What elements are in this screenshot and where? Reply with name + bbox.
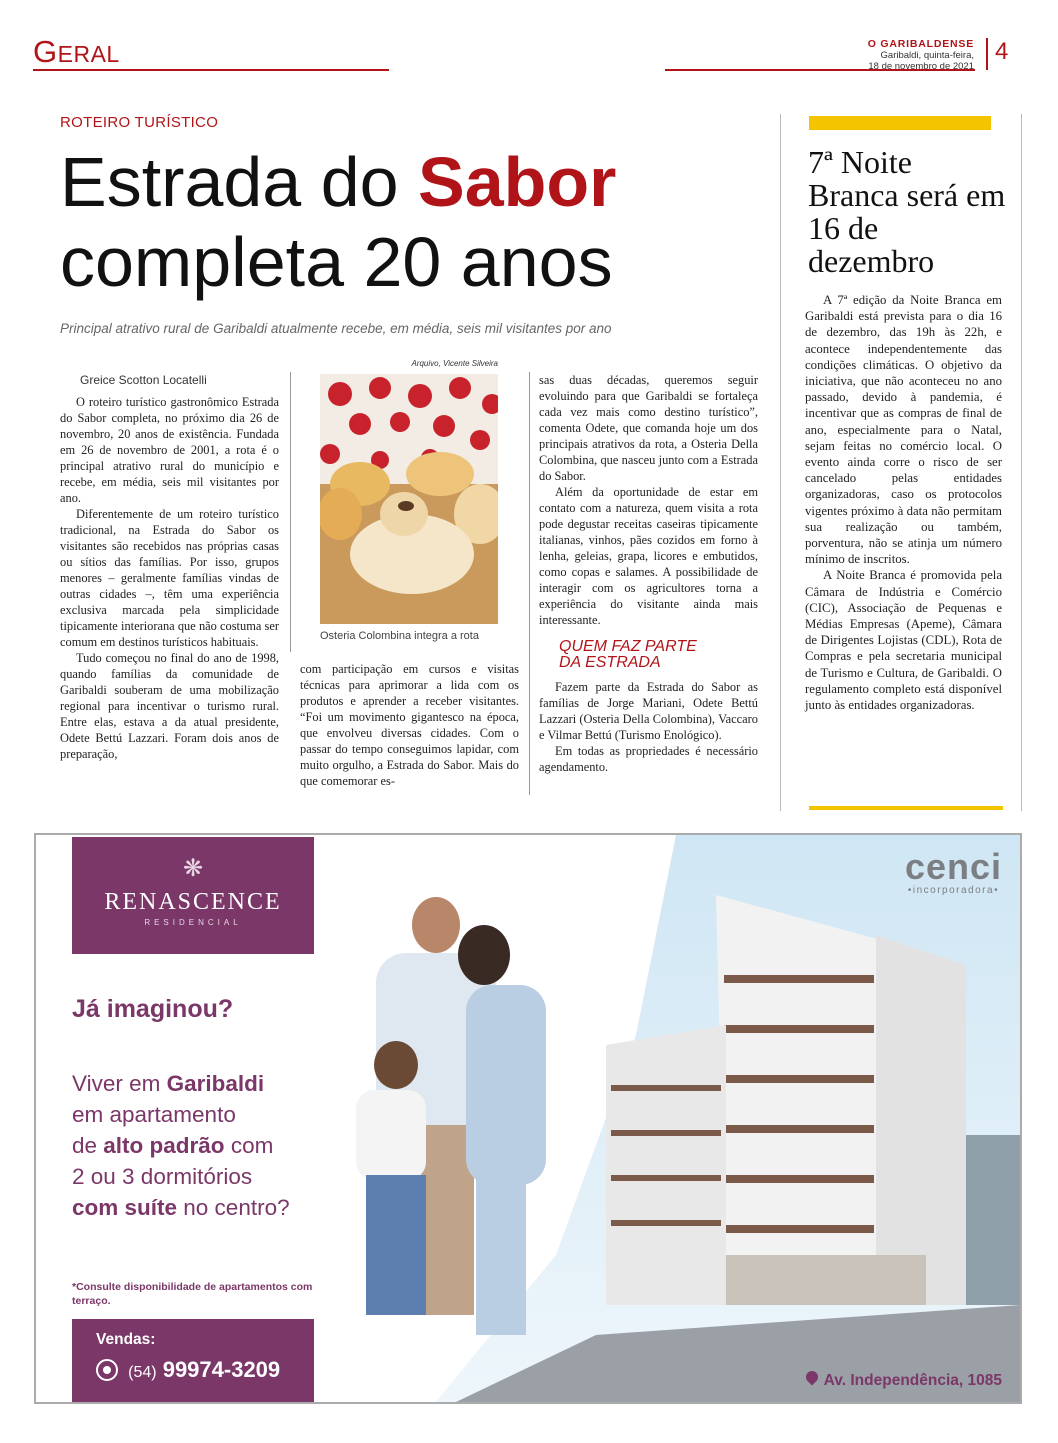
section-title: GERAL [33,34,120,69]
ad-body-text: Viver em Garibaldi em apartamento de alto padrão com 2 ou 3 dormitórios com suíte no centro? [72,1071,290,1220]
article-headline: Estrada do Sabor completa 20 anos [60,143,617,301]
page-number-separator [986,38,988,70]
ad-question: Já imaginou? [72,995,234,1023]
article-column-1 [60,372,279,762]
sidebar-paragraph: A 7ª edição da Noite Branca em Garibaldi está prevista para o dia 16 de dezembro, das 19h às 22h, e acontece independentemente das condições climáticas. O objetivo da iniciativa, que não aconteceu no ano passado, devido à pandemia, é incentivar que as compras de final de ano, especialmente para o Natal, sejam feitas no comércio local. O evento ainda corre o risco de ser cancelado pelas entidades organizadoras, caso os protocolos vigentes próximo à data não permitam sua realização ou também, porventura, não se atinja um número mínimo de inscritos. [805,293,1002,567]
edition-place: Garibaldi, quinta-feira, [880,50,974,61]
sidebar-accent-bar-bottom [809,806,1003,810]
article-paragraph: O roteiro turístico gastronômico Estrada do Sabor completa, no próximo dia 26 de novembro, 20 anos de existência. Fundada em 26 de novembro de 2001, a rota é o principal atrativo rural do município e recebe, em média, seis mil visitantes por ano. [60,395,279,505]
article-paragraph: com participação em cursos e visitas técnicas para aprimorar a lida com os produtos e aprender a receber visitantes. “Foi um movimento gigantesco na época, que envolveu diversas cidades. Com o passar do tempo conseguimos lapidar, com muito orgulho, a Estrada do Sabor. Mais do que comemorar es- [300,662,519,788]
page-number: 4 [995,38,1009,65]
masthead [868,38,974,72]
whatsapp-icon [96,1359,118,1381]
article-paragraph: Em todas as propriedades é necessário agendamento. [539,744,758,774]
article-paragraph: Tudo começou no final do ano de 1998, quando famílias da comunidade de Garibaldi souberam de uma mobilização regional para incentivar o turismo rural. Entre elas, estava a da atual presidente, Odete Bettú Lazzari. Foram dois anos de preparação, [60,651,279,761]
article-subhead: Principal atrativo rural de Garibaldi atualmente recebe, em média, seis mil visitantes por ano [60,321,612,336]
sales-label: Vendas: [96,1331,156,1348]
article-column-2 [300,661,519,789]
column-divider [290,372,291,652]
property-address: Av. Independência, 1085 [806,1371,1002,1390]
developer-logo [904,846,1002,896]
author-byline: Greice Scotton Locatelli [80,373,207,387]
sales-contact-box [72,1319,314,1404]
edition-date: 18 de novembro de 2021 [868,61,974,72]
sidebar-paragraph: A Noite Branca é promovida pela Câmara de Indústria e Comércio (CIC), Associação de Pequenas e Médias Empresas (Apeme), Câmara de Dirigentes Lojistas (CDL), Rota de Compras e pela secretaria municipal de Turismo e Cultura, de Garibaldi. O regulamento completo está disponível junto às entidades organizadoras. [805,568,1002,713]
brand-logo-box [72,837,314,954]
developer-subtitle: •incorporadora• [907,885,1000,896]
article-kicker: ROTEIRO TURÍSTICO [60,114,219,131]
photo-caption: Osteria Colombina integra a rota [320,630,479,642]
section-subheading: QUEM FAZ PARTE DA ESTRADA [559,638,697,671]
column-divider [529,372,530,795]
header-rule-left [33,69,389,71]
article-paragraph: sas duas décadas, queremos seguir evoluindo para que Garibaldi se fortaleça cada vez mais como destino turístico”, comenta Odete, que comanda hoje um dos principais atrativos da rota, a Osteria Della Colombina, que nasceu junto com a Estrada do Sabor. [539,373,758,483]
flower-ornament-icon: ❋ [182,856,204,882]
article-paragraph: Diferentemente de um roteiro turístico tradicional, na Estrada do Sabor os visitantes são recebidos nas próprias casas ou sítios das famílias. Por isso, grupos menores – geralmente famílias vindas de outras cidades –, têm uma experiência exclusiva marcada pela simplicidade tipicamente interiorana que não costuma ser comum em destinos turísticos habituais. [60,507,279,649]
sales-phone: (54) 99974-3209 [96,1357,280,1383]
ad-footnote: *Consulte disponibilidade de apartamentos com terraço. [72,1281,313,1307]
developer-name: cenci [904,846,1002,887]
real-estate-advertisement [34,833,1022,1404]
brand-name: RENASCENCE [104,889,282,915]
article-photo [320,374,498,624]
sidebar-headline: 7ª Noite Branca será em 16 de dezembro [808,144,1006,279]
article-paragraph: Fazem parte da Estrada do Sabor as famílias de Jorge Mariani, Odete Bettú Lazzari (Osteria Della Colombina), Vaccaro e Vilmar Bettú (Turismo Enológico). [539,680,758,742]
sidebar-accent-bar-top [809,116,991,130]
newspaper-name: O GARIBALDENSE [867,38,974,50]
photo-credit: Arquivo, Vicente Silveira [411,359,498,368]
bread-photo-illustration [320,374,498,624]
location-pin-icon [806,1371,818,1387]
sidebar-body [805,292,1002,713]
article-paragraph: Além da oportunidade de estar em contato com a natureza, quem visita a rota pode degustar receitas caseiras tipicamente italianas, vinhos, pães cozidos em forno à lenha, geleias, grapa, licores e embutidos, como copas e salames. A possibilidade de interagir com os agricultores torna a experiência do visitante ainda mais interessante. [539,485,758,627]
article-column-3 [539,372,758,775]
brand-subtitle: RESIDENCIAL [144,918,242,927]
